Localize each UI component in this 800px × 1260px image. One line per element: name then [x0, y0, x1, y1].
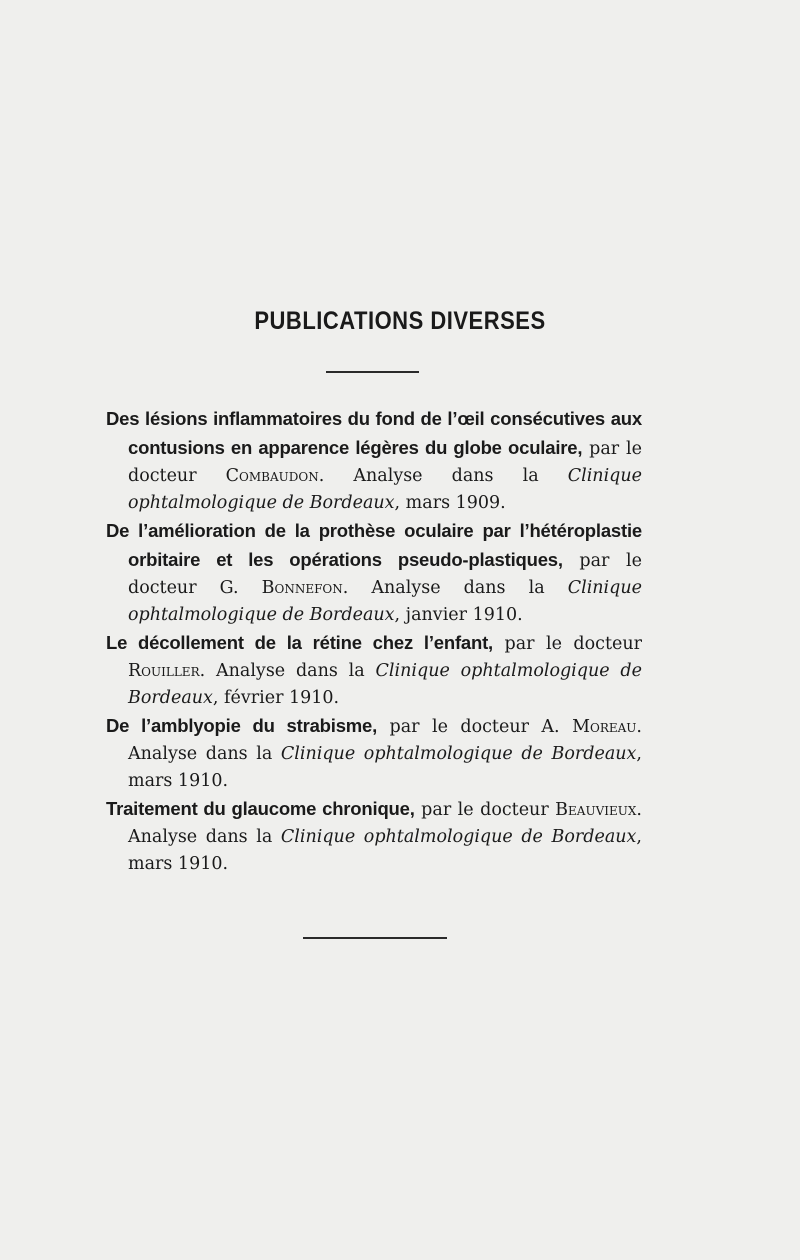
publication-entry	[106, 629, 642, 712]
entry-analyse: . Analyse dans la	[318, 466, 568, 486]
entry-author: Combaudon	[225, 466, 319, 486]
entry-author: G. Bonnefon	[219, 578, 343, 598]
entry-journal: Clinique ophtalmologique de Bordeaux	[280, 827, 637, 847]
end-rule	[303, 937, 447, 939]
entry-title: Traitement du glaucome chronique,	[106, 798, 415, 819]
entry-author: A. Moreau	[541, 717, 637, 737]
entry-date: , janvier 1910.	[394, 605, 523, 625]
entry-by: par le docteur	[128, 439, 642, 486]
entry-date: , mars 1909.	[394, 493, 506, 513]
entry-journal: Clinique ophtalmologique de Bordeaux	[128, 661, 642, 708]
entry-by: par le docteur	[377, 717, 542, 737]
entry-journal: Clinique ophtalmologique de Bordeaux	[128, 466, 642, 513]
entry-analyse: . Analyse dans la	[128, 717, 642, 764]
entry-title: Le décollement de la rétine chez l’enfant,	[106, 632, 493, 653]
publication-list	[106, 405, 642, 878]
entry-date: , mars 1910.	[128, 827, 642, 874]
entry-title: De l’amélioration de la prothèse oculaire par l’hétéroplastie orbitaire et les opérations pseudo-plastiques,	[106, 520, 642, 570]
publication-entry	[106, 517, 642, 629]
title-rule	[326, 371, 419, 373]
publication-entry	[106, 712, 642, 795]
entry-title: Des lésions inflammatoires du fond de l’œil consécutives aux contusions en apparence légères du globe oculaire,	[106, 408, 642, 458]
entry-date: , mars 1910.	[128, 744, 642, 791]
page-title: PUBLICATIONS DIVERSES	[254, 306, 546, 335]
entry-by: par le docteur	[128, 551, 642, 598]
entry-title: De l’amblyopie du strabisme,	[106, 715, 378, 736]
entry-by: par le docteur	[414, 800, 556, 820]
entry-analyse: . Analyse dans la	[199, 661, 376, 681]
entry-journal: Clinique ophtalmologique de Bordeaux	[128, 578, 642, 625]
entry-author: Rouiller	[128, 661, 200, 681]
entry-author: Beauvieux	[555, 800, 637, 820]
entry-date: , février 1910.	[212, 688, 340, 708]
publication-entry	[106, 795, 642, 878]
entry-analyse: . Analyse dans la	[342, 578, 568, 598]
publication-entry	[106, 405, 642, 517]
entry-by: par le docteur	[493, 634, 642, 654]
entry-journal: Clinique ophtalmologique de Bordeaux	[280, 744, 637, 764]
entry-analyse: . Analyse dans la	[128, 800, 642, 847]
